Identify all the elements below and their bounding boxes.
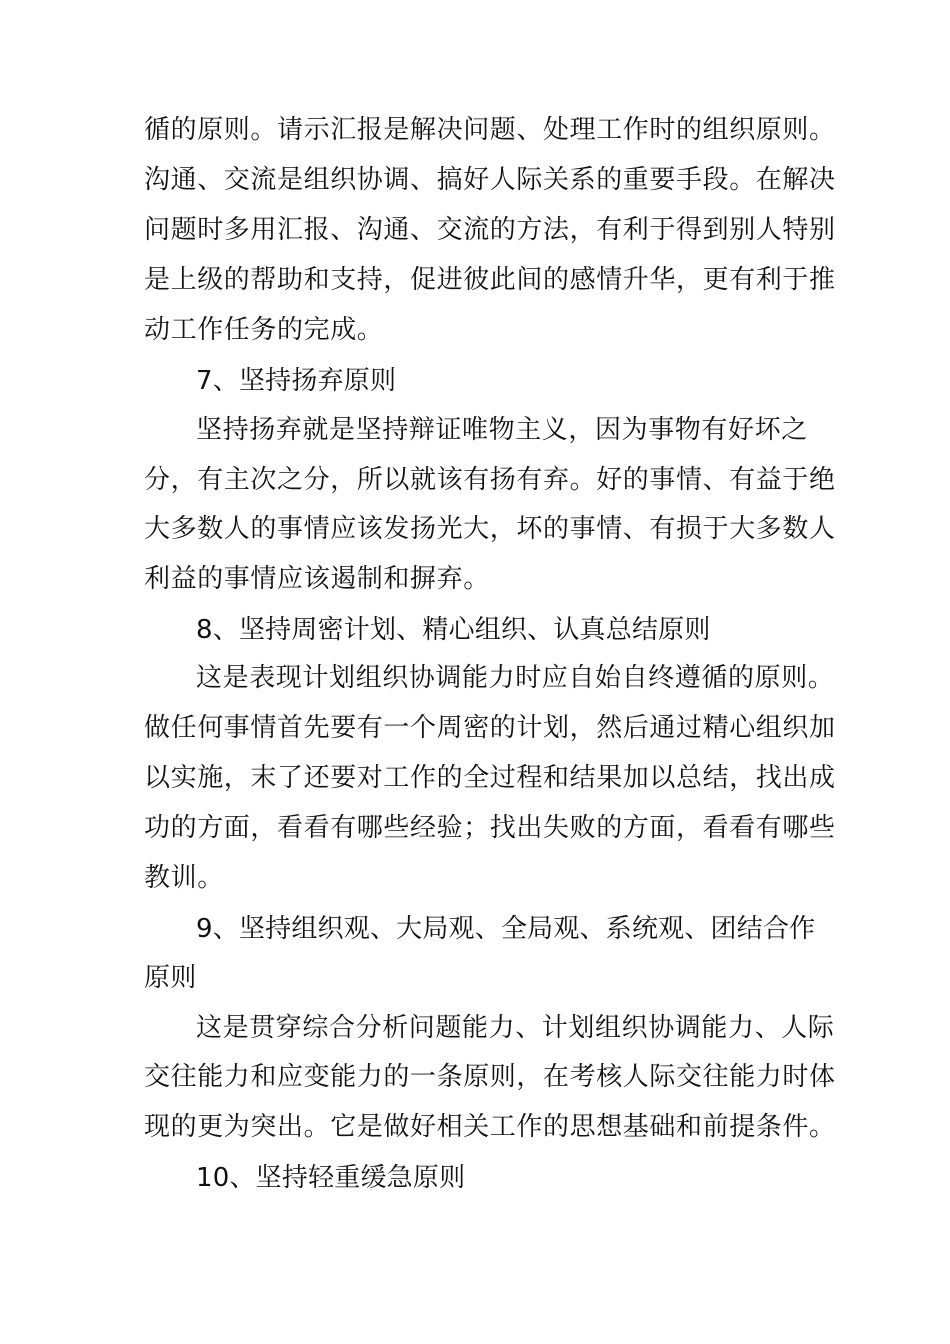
text-line: 是上级的帮助和支持，促进彼此间的感情升华，更有利于推 xyxy=(144,265,836,295)
section-heading: 8、坚持周密计划、精心组织、认真总结原则 xyxy=(196,615,711,645)
text-line: 功的方面，看看有哪些经验；找出失败的方面，看看有哪些 xyxy=(144,813,836,843)
text-line: 坚持扬弃就是坚持辩证唯物主义，因为事物有好坏之 xyxy=(196,415,808,445)
section-heading: 7、坚持扬弃原则 xyxy=(196,366,397,396)
text-line: 教训。 xyxy=(144,863,224,893)
text-line: 这是贯穿综合分析问题能力、计划组织协调能力、人际 xyxy=(196,1013,835,1043)
text-line: 这是表现计划组织协调能力时应自始自终遵循的原则。 xyxy=(196,663,835,693)
text-line: 动工作任务的完成。 xyxy=(144,315,384,345)
text-line: 以实施，末了还要对工作的全过程和结果加以总结，找出成 xyxy=(144,763,836,793)
text-line: 做任何事情首先要有一个周密的计划，然后通过精心组织加 xyxy=(144,713,836,743)
text-line: 问题时多用汇报、沟通、交流的方法，有利于得到别人特别 xyxy=(144,215,836,245)
section-heading-continuation: 原则 xyxy=(144,963,197,993)
text-line: 分，有主次之分，所以就该有扬有弃。好的事情、有益于绝 xyxy=(144,465,836,495)
text-line: 利益的事情应该遏制和摒弃。 xyxy=(144,564,490,594)
text-line: 循的原则。请示汇报是解决问题、处理工作时的组织原则。 xyxy=(144,115,836,145)
text-line: 现的更为突出。它是做好相关工作的思想基础和前提条件。 xyxy=(144,1112,836,1142)
text-line: 沟通、交流是组织协调、搞好人际关系的重要手段。在解决 xyxy=(144,165,836,195)
text-line: 交往能力和应变能力的一条原则，在考核人际交往能力时体 xyxy=(144,1062,836,1092)
section-heading: 9、坚持组织观、大局观、全局观、系统观、团结合作 xyxy=(196,914,816,944)
section-heading: 10、坚持轻重缓急原则 xyxy=(196,1163,466,1193)
text-line: 大多数人的事情应该发扬光大，坏的事情、有损于大多数人 xyxy=(144,514,836,544)
